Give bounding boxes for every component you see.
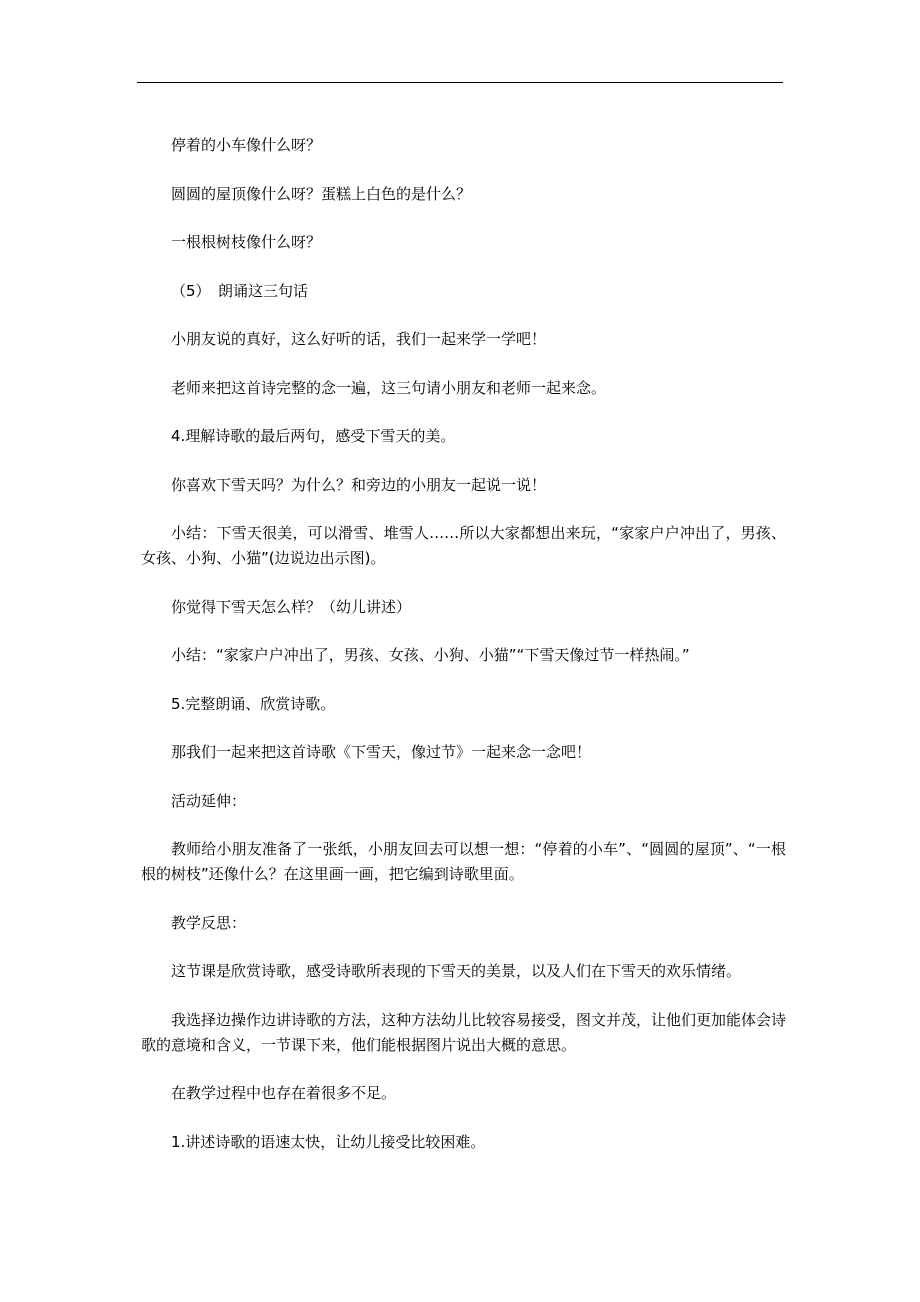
paragraph-18: 我选择边操作边讲诗歌的方法，这种方法幼儿比较容易接受，图文并茂，让他们更加能体会诗歌的意境和含义，一节课下来，他们能根据图片说出大概的意思。 bbox=[141, 1011, 787, 1054]
paragraph-6: 老师来把这首诗完整的念一遍，这三句请小朋友和老师一起来念。 bbox=[171, 379, 607, 397]
paragraph-7: 4.理解诗歌的最后两句，感受下雪天的美。 bbox=[171, 427, 456, 445]
paragraph-20: 1.讲述诗歌的语速太快，让幼儿接受比较困难。 bbox=[171, 1133, 486, 1151]
paragraph-2: 圆圆的屋顶像什么呀？蛋糕上白色的是什么？ bbox=[171, 185, 472, 203]
header-rule bbox=[137, 82, 783, 83]
paragraph-1: 停着的小车像什么呀？ bbox=[171, 136, 322, 154]
paragraph-5: 小朋友说的真好，这么好听的话，我们一起来学一学吧！ bbox=[171, 330, 547, 348]
paragraph-14: 活动延伸： bbox=[171, 792, 247, 810]
paragraph-13: 那我们一起来把这首诗歌《下雪天，像过节》一起来念一念吧！ bbox=[171, 743, 592, 761]
paragraph-17: 这节课是欣赏诗歌，感受诗歌所表现的下雪天的美景，以及人们在下雪天的欢乐情绪。 bbox=[171, 962, 742, 980]
paragraph-9: 小结：下雪天很美，可以滑雪、堆雪人……所以大家都想出来玩，“家家户户冲出了，男孩、女孩、小狗、小猫”(边说边出示图)。 bbox=[141, 524, 786, 567]
paragraph-8: 你喜欢下雪天吗？为什么？和旁边的小朋友一起说一说！ bbox=[171, 476, 547, 494]
paragraph-4: （5） 朗诵这三句话 bbox=[171, 282, 309, 300]
paragraph-15: 教师给小朋友准备了一张纸，小朋友回去可以想一想：“停着的小车”、“圆圆的屋顶”、“一根根的树枝”还像什么？在这里画一画，把它编到诗歌里面。 bbox=[141, 840, 786, 883]
paragraph-3: 一根根树枝像什么呀？ bbox=[171, 233, 322, 251]
document-body bbox=[141, 133, 786, 1155]
paragraph-10: 你觉得下雪天怎么样？（幼儿讲述） bbox=[171, 598, 412, 616]
paragraph-19: 在教学过程中也存在着很多不足。 bbox=[171, 1084, 397, 1102]
paragraph-16: 教学反思： bbox=[171, 914, 247, 932]
paragraph-12: 5.完整朗诵、欣赏诗歌。 bbox=[171, 695, 336, 713]
paragraph-11: 小结：“家家户户冲出了，男孩、女孩、小狗、小猫”“下雪天像过节一样热闹。” bbox=[171, 646, 690, 664]
